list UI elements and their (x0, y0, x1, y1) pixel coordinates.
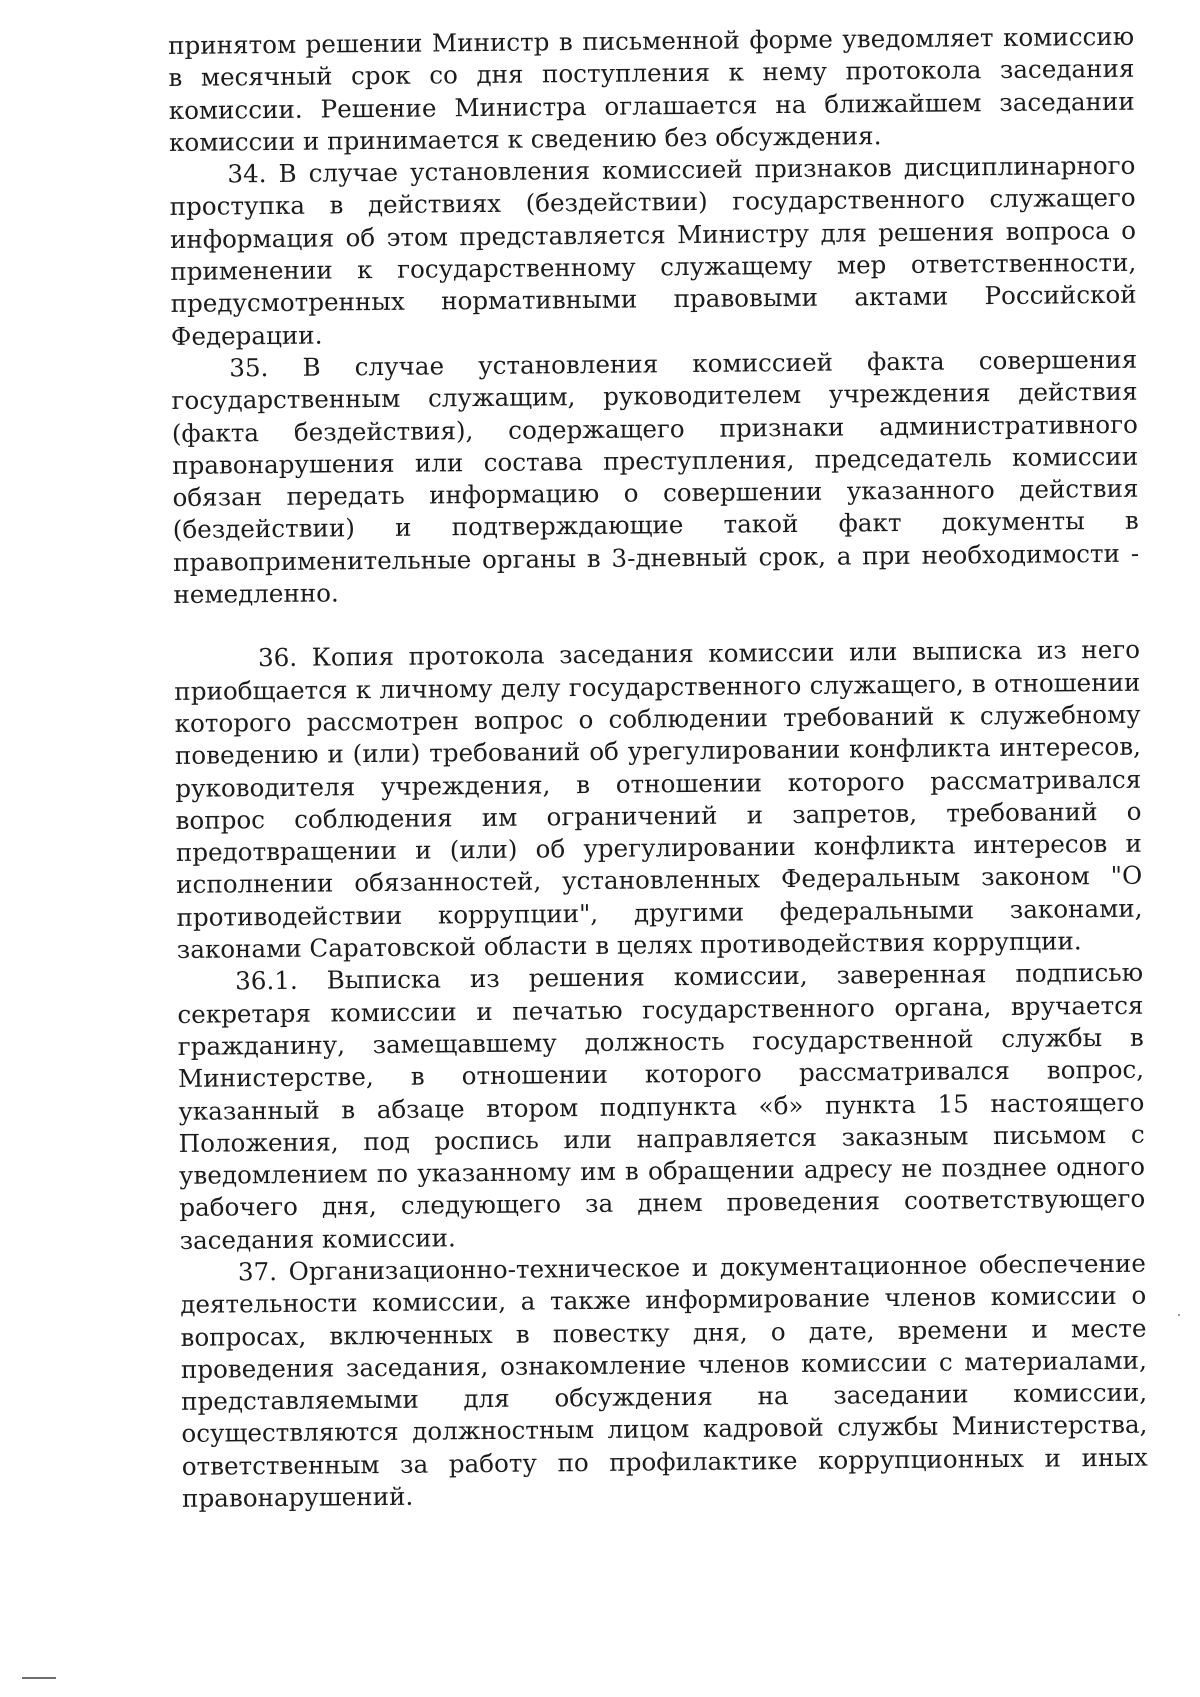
paragraph-37: 37. Организационно-техническое и документационное обеспечение деятельности комиссии, а также информирование членов комиссии о вопросах, включенных в повестку дня, о дате, времени и месте проведения заседания, ознакомление членов комиссии с материалами, представляемыми для обсуждения на заседании комиссии, осуществляются должностным лицом кадровой службы Министерства, ответственным за работу по профилактике коррупционных и иных правонарушений. (180, 1248, 1148, 1513)
paragraph-34: 34. В случае установления комиссией признаков дисциплинарного проступка в действиях (бездействии) государственного служащего информация об этом представляется Министру для решения вопроса о применении к государственному служащему мер ответственности, предусмотренных нормативными правовыми актами Российской Федерации. (169, 150, 1137, 351)
paragraph-36-1: 36.1. Выписка из решения комиссии, заверенная подписью секретаря комиссии и печатью государственного органа, вручается гражданину, замещавшему должность государственной службы в Министерстве, в отношении которого рассматривался вопрос, указанный в абзаце втором подпункта «б» пункта 15 настоящего Положения, под роспись или направляется заказным письмом с уведомлением по указанному им в обращении адресу не позднее одного рабочего дня, следующего за днем проведения соответствующего заседания комиссии. (177, 957, 1146, 1255)
paragraph-36: 36. Копия протокола заседания комиссии или выписка из него приобщается к личному делу государственного служащего, в отношении которого рассмотрен вопрос о соблюдении требований к служебному поведению и (или) требований об урегулировании конфликта интересов, руководителя учреждения, в отношении которого рассматривался вопрос соблюдения им ограничений и запретов, требований о предотвращении и (или) об урегулировании конфликта интересов и исполнении обязанностей, установленных Федеральным законом "О противодействии коррупции", другими федеральными законами, законами Саратовской области в целях противодействия коррупции. (174, 635, 1143, 964)
paragraph-33-continuation: принятом решении Министр в письменной форме уведомляет комиссию в месячный срок со дня поступления к нему протокола заседания комиссии. Решение Министра оглашается на ближайшем заседании комиссии и принимается к сведению без обсуждения. (168, 21, 1135, 157)
paragraph-35: 35. В случае установления комиссией факта совершения государственным служащим, руководителем учреждения действия (факта бездействия), содержащего признаки административного правонарушения или состава преступления, председатель комиссии обязан передать информацию о совершении указанного действия (бездействии) и подтверждающие такой факт документы в правоприменительные органы в 3-дневный срок, а при необходимости - немедленно. (171, 344, 1140, 610)
scan-artifact-mark (22, 1677, 56, 1679)
scan-artifact-dot (1178, 1314, 1180, 1316)
document-body (168, 21, 1148, 1516)
